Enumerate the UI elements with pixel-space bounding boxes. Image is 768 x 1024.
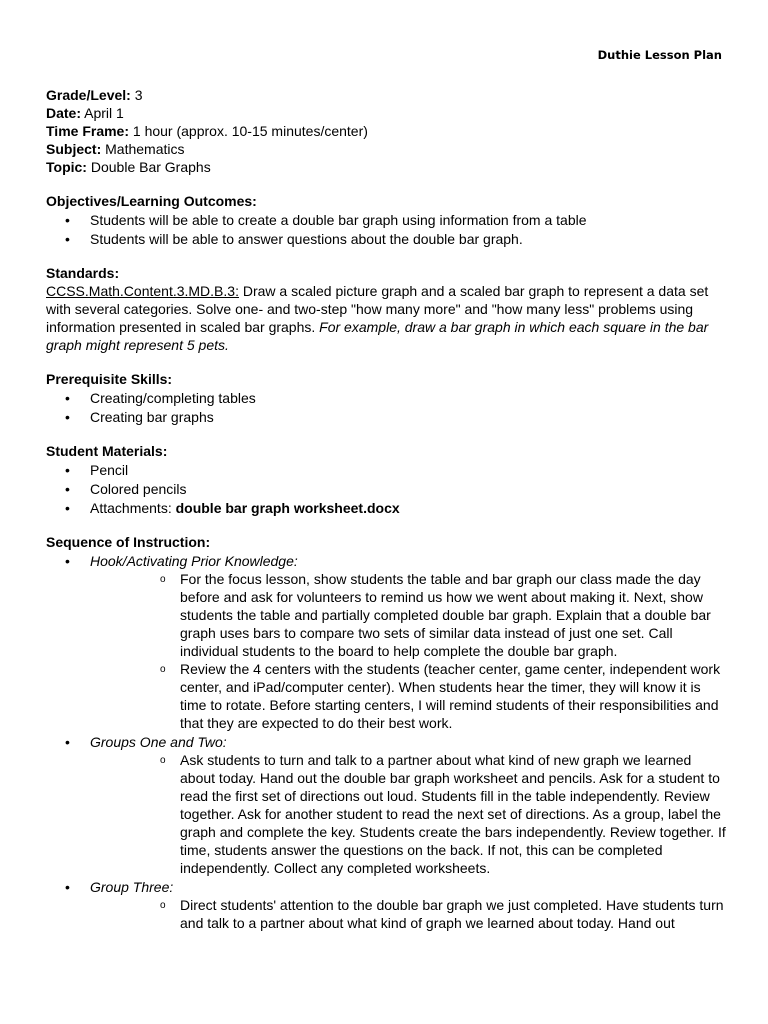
time-frame-line	[46, 122, 726, 140]
date-label: Date:	[46, 105, 82, 121]
standard-code-link[interactable]: CCSS.Math.Content.3.MD.B.3:	[46, 283, 239, 299]
subject-value: Mathematics	[105, 141, 185, 157]
time-frame-value: 1 hour (approx. 10-15 minutes/center)	[132, 123, 368, 139]
hook-sublist	[90, 570, 726, 732]
standard-text: Draw a scaled picture graph and a scaled bar graph to represent a data set with several categories. Solve one- and two-step "how many more" and "how many less" problems using information presented in scaled bar graphs.	[46, 283, 709, 335]
hook-subitem: o For the focus lesson, show students the table and bar graph our class made the day before and ask for volunteers to remind us how we went about making it. Next, show students the table and partially completed double bar graph. Explain that a double bar graph uses bars to compare two sets of similar data instead of just one set. Call individual students to the board to help complete the double bar graph.	[134, 570, 726, 660]
grade-line	[46, 86, 726, 104]
group-three-sublist	[90, 896, 726, 932]
objectives-heading: Objectives/Learning Outcomes:	[46, 193, 257, 209]
materials-heading: Student Materials:	[46, 443, 168, 459]
group-three-title: Group Three:	[90, 879, 174, 895]
attachment-file[interactable]: double bar graph worksheet.docx	[175, 500, 400, 516]
objective-item: • Students will be able to answer questions about the double bar graph.	[46, 230, 726, 248]
attachment-label: Attachments:	[90, 500, 176, 516]
date-value: April 1	[84, 105, 124, 121]
sequence-group-three	[46, 878, 726, 932]
time-frame-label: Time Frame:	[46, 123, 129, 139]
date-line	[46, 104, 726, 122]
material-item: • Colored pencils	[46, 480, 726, 498]
groups-one-two-sublist	[90, 751, 726, 877]
subject-label: Subject:	[46, 141, 102, 157]
hook-subitem: o Review the 4 centers with the students (teacher center, game center, independent work center, and iPad/computer center). When students hear the timer, they will know it is time to rotate. Before starting centers, I will remind students of their responsibilities and that they are expected to do their best work.	[134, 660, 726, 732]
document-header: Duthie Lesson Plan	[597, 48, 722, 62]
topic-label: Topic:	[46, 159, 87, 175]
sequence-heading: Sequence of Instruction:	[46, 534, 211, 550]
lesson-info	[46, 86, 726, 176]
sequence-groups-one-two	[46, 733, 726, 877]
subject-line	[46, 140, 726, 158]
groups-one-two-title: Groups One and Two:	[90, 734, 227, 750]
prerequisites-list	[46, 389, 726, 426]
standards-heading: Standards:	[46, 265, 120, 281]
objective-item: • Students will be able to create a double bar graph using information from a table	[46, 211, 726, 229]
topic-value: Double Bar Graphs	[90, 159, 211, 175]
groups-one-two-subitem: o Ask students to turn and talk to a partner about what kind of new graph we learned about today. Hand out the double bar graph worksheet and pencils. Ask for a student to read the first set of directions out loud. Students fill in the table independently. Review together. Ask for another student to read the next set of directions. As a group, label the graph and complete the key. Students create the bars independently. Review together. If time, students answer the questions on the back. If not, this can be completed independently. Collect any completed worksheets.	[134, 751, 726, 877]
sequence-list	[46, 552, 726, 932]
material-attachment-item	[46, 499, 726, 517]
materials-list	[46, 461, 726, 517]
prerequisites-heading: Prerequisite Skills:	[46, 371, 173, 387]
standards-paragraph	[46, 282, 726, 354]
lesson-plan-body	[46, 86, 726, 933]
prerequisite-item: • Creating/completing tables	[46, 389, 726, 407]
grade-value: 3	[134, 87, 143, 103]
prerequisite-item: • Creating bar graphs	[46, 408, 726, 426]
topic-line	[46, 158, 726, 176]
group-three-subitem: o Direct students' attention to the double bar graph we just completed. Have students turn and talk to a partner about what kind of graph we learned about today. Hand out	[134, 896, 726, 932]
grade-label: Grade/Level:	[46, 87, 131, 103]
material-item: • Pencil	[46, 461, 726, 479]
sequence-hook	[46, 552, 726, 732]
hook-title: Hook/Activating Prior Knowledge:	[90, 553, 298, 569]
objectives-list	[46, 211, 726, 248]
standard-example: For example, draw a bar graph in which each square in the bar graph might represent 5 pets.	[46, 319, 709, 353]
